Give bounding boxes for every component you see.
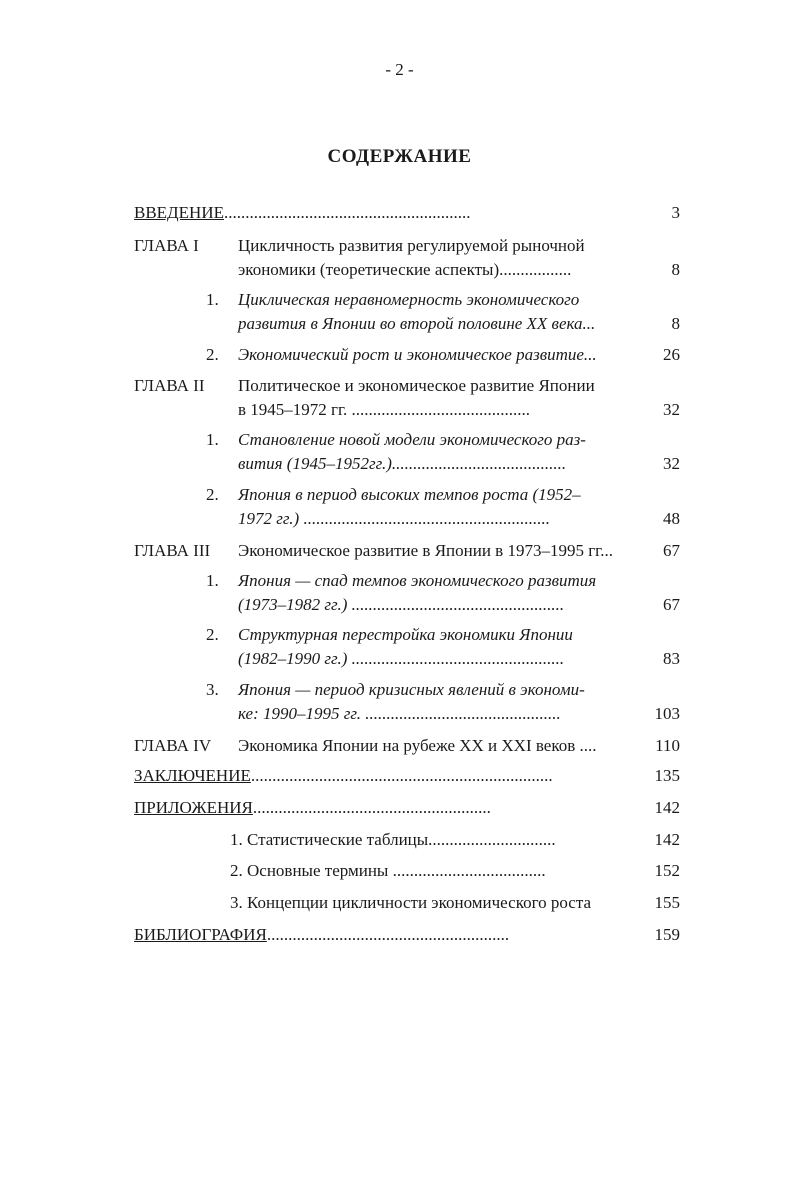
toc-section-3-3-line1: Япония — период кризисных явлений в экономи- xyxy=(238,680,585,699)
toc-entry-appendix xyxy=(134,797,491,819)
toc-chapter-1-title-line2: экономики (теоретические аспекты)................. xyxy=(238,260,572,279)
toc-chapter-2-label: ГЛАВА II xyxy=(134,376,205,395)
page-number: - 2 - xyxy=(385,60,414,79)
toc-label-bibliography: БИБЛИОГРАФИЯ xyxy=(134,925,267,944)
toc-section-3-3-line2: ке: 1990–1995 гг. .............................................. xyxy=(238,704,561,723)
toc-chapter-1-label: ГЛАВА I xyxy=(134,236,199,255)
toc-chapter-2-title-line1: Политическое и экономическое развитие Японии xyxy=(238,376,595,395)
toc-section-3-1-number: 1. xyxy=(206,571,219,590)
toc-label-conclusion: ЗАКЛЮЧЕНИЕ xyxy=(134,766,251,785)
toc-chapter-1-title-line1: Цикличность развития регулируемой рыночной xyxy=(238,236,585,255)
toc-section-2-1-page: 32 xyxy=(663,454,680,473)
toc-section-1-2-page: 26 xyxy=(663,345,680,364)
toc-chapter-4-label: ГЛАВА IV xyxy=(134,736,212,755)
toc-section-1-1-line1: Циклическая неравномерность экономического xyxy=(238,290,580,309)
toc-section-1-1-number: 1. xyxy=(206,290,219,309)
toc-appendix-1-page: 142 xyxy=(654,830,680,849)
toc-dots: ........................................................ xyxy=(252,798,491,817)
toc-section-3-1-page: 67 xyxy=(663,595,680,614)
toc-section-1-2-line1: Экономический рост и экономическое развитие... xyxy=(238,345,597,364)
toc-chapter-3-title-line1: Экономическое развитие в Японии в 1973–1995 гг... xyxy=(238,541,613,560)
toc-section-2-2-line2: 1972 гг.) .......................................................... xyxy=(238,509,550,528)
toc-section-3-3-number: 3. xyxy=(206,680,219,699)
toc-section-3-1-line1: Япония — спад темпов экономического развития xyxy=(238,571,597,590)
toc-appendix-2-page: 152 xyxy=(654,861,680,880)
toc-dots: ......................................................... xyxy=(266,925,510,944)
toc-entry-introduction xyxy=(134,202,470,224)
toc-section-2-1-line1: Становление новой модели экономического раз- xyxy=(238,430,586,449)
toc-label-appendix: ПРИЛОЖЕНИЯ xyxy=(134,798,253,817)
toc-section-2-1-line2: вития (1945–1952гг.)......................................... xyxy=(238,454,567,473)
toc-section-2-2-line1: Япония в период высоких темпов роста (1952– xyxy=(238,485,581,504)
toc-section-3-2-line2: (1982–1990 гг.) .................................................. xyxy=(238,649,565,668)
page-title: СОДЕРЖАНИЕ xyxy=(327,146,472,167)
toc-dots: ....................................................................... xyxy=(250,766,553,785)
toc-chapter-1-page: 8 xyxy=(671,260,680,279)
toc-entry-conclusion xyxy=(134,765,553,787)
toc-section-1-1-page: 8 xyxy=(671,314,680,333)
toc-dots: .......................................................... xyxy=(223,203,471,222)
toc-section-2-1-number: 1. xyxy=(206,430,219,449)
toc-page-bibliography: 159 xyxy=(654,925,680,944)
toc-section-3-3-page: 103 xyxy=(654,704,680,723)
toc-section-3-2-page: 83 xyxy=(663,649,680,668)
toc-chapter-3-page: 67 xyxy=(663,541,680,560)
toc-chapter-4-title-line1: Экономика Японии на рубеже XX и XXI веков .... xyxy=(238,736,597,755)
toc-page-introduction: 3 xyxy=(671,203,680,222)
toc-section-1-2-number: 2. xyxy=(206,345,219,364)
toc-page-conclusion: 135 xyxy=(654,766,680,785)
toc-entry-bibliography xyxy=(134,924,509,946)
toc-label-introduction: ВВЕДЕНИЕ xyxy=(134,203,224,222)
toc-section-2-2-page: 48 xyxy=(663,509,680,528)
toc-appendix-2: 2. Основные термины .................................... xyxy=(230,861,546,880)
toc-appendix-1: 1. Статистические таблицы.............................. xyxy=(230,830,556,849)
toc-chapter-4-page: 110 xyxy=(655,736,680,755)
toc-section-3-2-line1: Структурная перестройка экономики Японии xyxy=(238,625,573,644)
toc-chapter-2-page: 32 xyxy=(663,400,680,419)
toc-chapter-3-label: ГЛАВА III xyxy=(134,541,211,560)
toc-chapter-2-title-line2: в 1945–1972 гг. .......................................... xyxy=(238,400,531,419)
toc-section-1-1-line2: развития в Японии во второй половине XX века... xyxy=(238,314,596,333)
toc-page-appendix: 142 xyxy=(654,798,680,817)
toc-appendix-3: 3. Концепции цикличности экономического роста xyxy=(230,893,592,912)
toc-appendix-3-page: 155 xyxy=(654,893,680,912)
toc-section-2-2-number: 2. xyxy=(206,485,219,504)
toc-section-3-2-number: 2. xyxy=(206,625,219,644)
toc-section-3-1-line2: (1973–1982 гг.) .................................................. xyxy=(238,595,565,614)
